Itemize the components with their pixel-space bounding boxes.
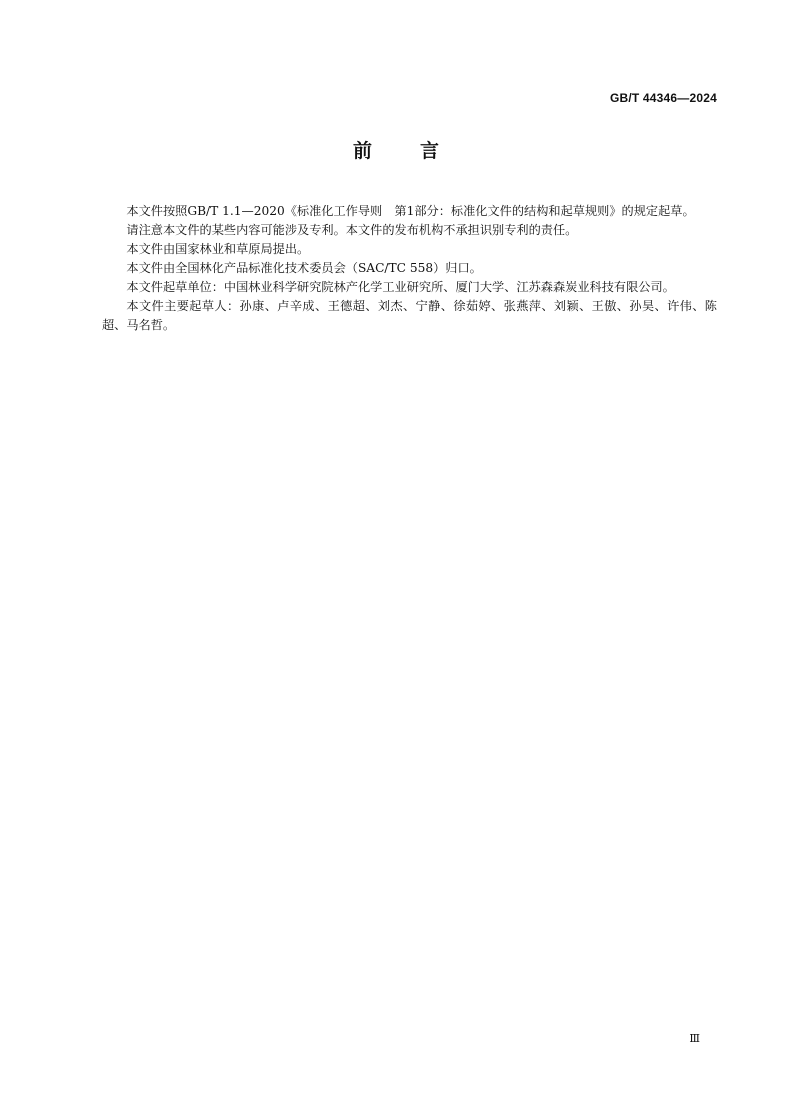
paragraph-drafters: 本文件主要起草人：孙康、卢辛成、王德超、刘杰、宁静、徐茹婷、张燕萍、刘颖、王傲、孙昊、许伟、陈超、马名哲。 — [102, 299, 717, 332]
standard-code: GB/T 44346—2024 — [609, 91, 717, 105]
paragraph-patent-notice: 请注意本文件的某些内容可能涉及专利。本文件的发布机构不承担识别专利的责任。 — [126, 223, 578, 237]
page-title-char-1: 前 — [352, 140, 372, 162]
page-title — [0, 136, 792, 163]
page-number: Ⅲ — [689, 1032, 699, 1045]
paragraph-drafting-rules: 本文件按照GB/T 1.1—2020《标准化工作导则 第1部分：标准化文件的结构和起草规则》的规定起草。 — [126, 204, 695, 218]
paragraph-drafting-units: 本文件起草单位：中国林业科学研究院林产化学工业研究所、厦门大学、江苏森森炭业科技有限公司。 — [126, 280, 675, 294]
page-title-char-2: 言 — [420, 140, 440, 162]
paragraph-proposer: 本文件由国家林业和草原局提出。 — [126, 242, 310, 256]
foreword-body — [102, 202, 717, 335]
paragraph-technical-committee: 本文件由全国林化产品标准化技术委员会（SAC/TC 558）归口。 — [126, 261, 482, 275]
